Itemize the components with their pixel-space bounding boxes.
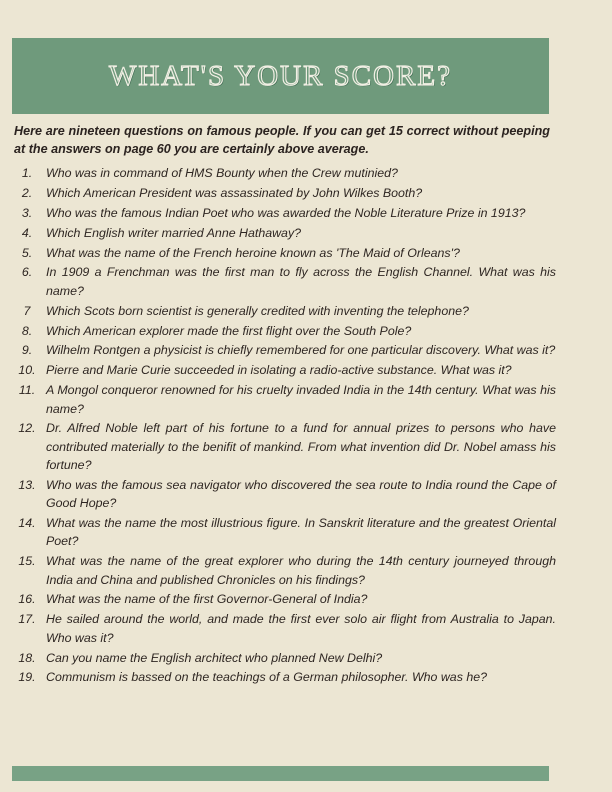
question-item (8, 649, 556, 667)
question-number: 7 (23, 303, 31, 318)
question-number: 17. (18, 612, 36, 627)
question-text: A Mongol conqueror renowned for his cruelty invaded India in the 14th century. What was his name? (46, 383, 556, 416)
question-number: 11. (18, 383, 36, 398)
question-text: Wilhelm Rontgen a physicist is chiefly remembered for one particular discovery. What was it? (46, 343, 556, 358)
question-text: Dr. Alfred Noble left part of his fortune to a fund for annual prizes to persons who have contributed materially to the benifit of mankind. From what invention did Dr. Nobel amass his fortune? (46, 421, 556, 472)
question-item (8, 263, 556, 300)
question-item (8, 419, 556, 474)
question-text: He sailed around the world, and made the first ever solo air flight from Australia to Japan. Who was it? (46, 612, 556, 645)
question-item (8, 244, 556, 262)
question-item (8, 302, 556, 320)
question-number: 2. (21, 185, 33, 200)
question-text: Who was the famous sea navigator who discovered the sea route to India round the Cape of Good Hope? (46, 477, 556, 511)
question-text: Which Scots born scientist is generally credited with inventing the telephone? (46, 303, 469, 318)
question-text: Communism is bassed on the teachings of a German philosopher. Who was he? (46, 670, 488, 685)
question-item (8, 322, 556, 340)
question-text: Can you name the English architect who planned New Delhi? (46, 650, 383, 665)
question-item (8, 224, 556, 242)
question-text: Which English writer married Anne Hathaway? (46, 225, 302, 240)
question-text: What was the name of the great explorer who during the 14th century journeyed through India and China and published Chronicles on his findings? (46, 554, 556, 587)
footer-bar (12, 766, 549, 781)
question-item (8, 590, 556, 608)
question-number: 5. (21, 245, 33, 260)
question-number: 9. (21, 343, 33, 358)
page-title: WHAT'S YOUR SCORE? (108, 59, 453, 92)
question-text: In 1909 a Frenchman was the first man to fly across the English Channel. What was his name? (46, 265, 556, 298)
question-item (8, 552, 556, 589)
question-text: Which American explorer made the first flight over the South Pole? (46, 323, 412, 338)
question-text: What was the name the most illustrious figure. In Sanskrit literature and the greatest Oriental Poet? (46, 516, 556, 549)
question-list (8, 164, 556, 688)
question-item (8, 668, 556, 686)
question-text: What was the name of the French heroine known as 'The Maid of Orleans'? (46, 245, 460, 260)
question-number: 14. (18, 516, 36, 531)
question-text: What was the name of the first Governor-General of India? (46, 592, 368, 607)
question-number: 3. (21, 205, 33, 220)
question-number: 4. (21, 225, 33, 240)
question-number: 1. (21, 166, 33, 180)
question-item (8, 204, 556, 222)
intro-text: Here are nineteen questions on famous people. If you can get 15 correct without peeping at the answers on page 60 you are certainly above average. (14, 124, 550, 156)
question-number: 19. (18, 670, 36, 685)
title-banner (12, 38, 549, 114)
question-number: 15. (18, 554, 36, 569)
question-text: Pierre and Marie Curie succeeded in isolating a radio-active substance. What was it? (46, 363, 512, 378)
question-item (8, 610, 556, 647)
question-item (8, 361, 556, 379)
question-number: 8. (21, 323, 33, 338)
question-number: 18. (18, 650, 36, 665)
question-number: 13. (18, 477, 36, 492)
question-text: Who was in command of HMS Bounty when the Crew mutinied? (46, 166, 398, 180)
question-number: 6. (21, 265, 33, 280)
question-number: 10. (18, 363, 36, 378)
question-item (8, 514, 556, 551)
question-number: 12. (18, 421, 36, 436)
question-text: Who was the famous Indian Poet who was awarded the Noble Literature Prize in 1913? (46, 205, 526, 220)
question-item (8, 164, 556, 182)
question-item (8, 476, 556, 513)
question-item (8, 381, 556, 418)
question-item (8, 341, 556, 359)
question-number: 16. (18, 592, 36, 607)
question-item (8, 184, 556, 202)
question-text: Which American President was assassinated by John Wilkes Booth? (46, 185, 423, 200)
